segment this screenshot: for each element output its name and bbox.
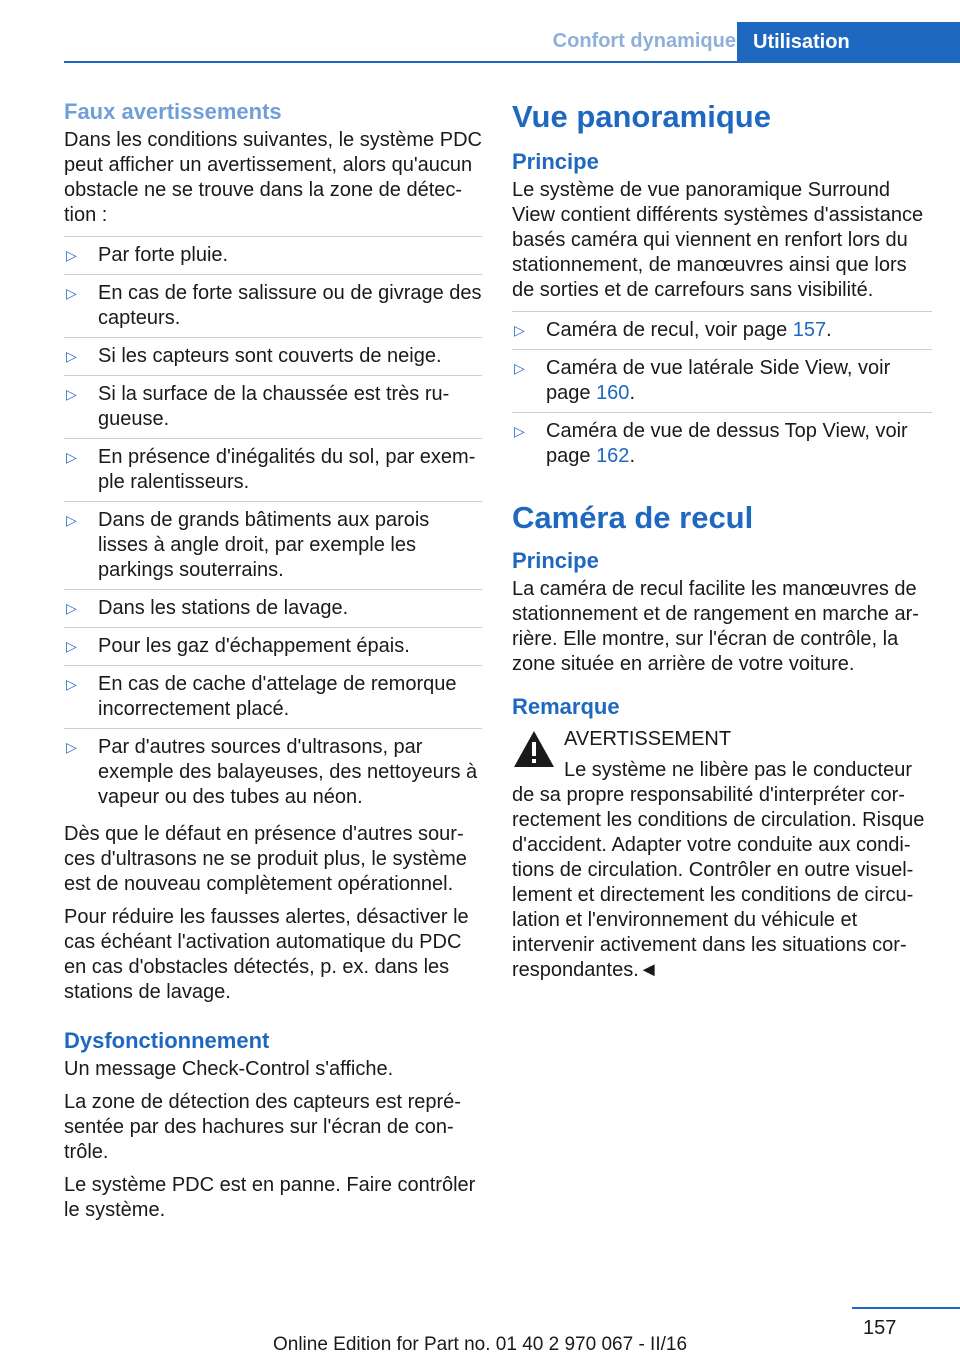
warning-label: AVERTISSEMENT: [564, 728, 732, 750]
triangle-bullet-icon: ▷: [66, 638, 77, 654]
page-reference-link[interactable]: 157: [792, 319, 827, 341]
heading-camera-de-recul: Caméra de recul: [512, 500, 754, 535]
heading-remarque: Remarque: [512, 694, 620, 719]
header-tab-utilisation: Utilisation: [737, 22, 960, 62]
faux-list-item: [64, 274, 482, 337]
page-reference-link[interactable]: 160: [596, 382, 630, 404]
cam-paragraph-1: La caméra de recul facilite les manœuvres de stationnement et de rangement en marche ar‐ rière. Elle montre, sur l'écran de contrôle, la zone située en arrière de votre voiture.: [512, 578, 919, 675]
vue-list-item-text: Caméra de vue latérale Side View, voir page: [546, 357, 891, 404]
heading-faux-avertissements: Faux avertissements: [64, 99, 282, 124]
triangle-bullet-icon: ▷: [514, 322, 525, 338]
vue-paragraph-1: Le système de vue panoramique Surround View contient différents systèmes d'assistance basés caméra qui viennent en renfort lors du stationnement, de manœuvres ainsi que lors de sorties et de carrefours sans visibilité.: [512, 179, 924, 301]
vue-list-item: [512, 349, 932, 412]
faux-list: [64, 236, 482, 816]
triangle-bullet-icon: ▷: [66, 676, 77, 692]
dys-paragraph-1: Un message Check-Control s'affiche.: [64, 1058, 394, 1080]
warning-text: Le système ne libère pas le conducteur de sa propre responsabilité d'interpréter cor‐ rectement les conditions de circulation. Risque d'accident. Adapter votre conduite aux condi‐ tions de circulation. Contrôler en outre visuel‐ lement et directement les conditions de circu‐ lation et l'environnement du véhicule et intervenir activement dans les situations cor‐ respondantes.◄: [512, 759, 925, 981]
faux-list-item-text: Pour les gaz d'échappement épais.: [98, 635, 410, 657]
faux-intro: Dans les conditions suivantes, le système PDC peut afficher un avertissement, alors qu'aucun obstacle ne se trouve dans la zone de détec‐ tion :: [64, 129, 482, 226]
vue-list-item: [512, 311, 932, 349]
header-rule: [64, 61, 960, 63]
faux-list-item-text: En présence d'inégalités du sol, par exem‐ ple ralentisseurs.: [98, 446, 476, 493]
vue-list-item-suffix: .: [826, 319, 832, 341]
faux-list-item-text: Dans de grands bâtiments aux parois lisses à angle droit, par exemple les parkings souterrains.: [98, 509, 430, 581]
vue-list-item-suffix: .: [629, 445, 635, 467]
triangle-bullet-icon: ▷: [66, 386, 77, 402]
page-number: 157: [863, 1317, 897, 1339]
faux-list-item-text: Par forte pluie.: [98, 244, 229, 266]
faux-list-item: [64, 728, 482, 816]
triangle-bullet-icon: ▷: [514, 360, 525, 376]
faux-list-item-text: Si les capteurs sont couverts de neige.: [98, 345, 442, 367]
faux-list-item: [64, 627, 482, 665]
faux-list-item-text: En cas de cache d'attelage de remorque incorrectement placé.: [98, 673, 457, 720]
faux-list-item: [64, 589, 482, 627]
heading-vue-panoramique: Vue panoramique: [512, 99, 771, 134]
faux-paragraph-3: Pour réduire les fausses alertes, désactiver le cas échéant l'activation automatique du PDC en cas d'obstacles détectés, p. ex. dans les stations de lavage.: [64, 906, 469, 1003]
right-column: [512, 98, 932, 991]
dys-paragraph-2: La zone de détection des capteurs est repré‐ sentée par des hachures sur l'écran de con‐ trôle.: [64, 1091, 461, 1163]
faux-list-item-text: Si la surface de la chaussée est très ru‐ gueuse.: [98, 383, 450, 430]
vue-list-item-suffix: .: [629, 382, 635, 404]
vue-list-item: [512, 412, 932, 475]
left-column: [64, 98, 482, 1231]
page-number-rule: [852, 1307, 960, 1309]
triangle-bullet-icon: ▷: [66, 348, 77, 364]
faux-list-item: [64, 236, 482, 274]
faux-list-item: [64, 501, 482, 589]
warning-triangle-icon: [512, 729, 556, 769]
vue-list-item-text: Caméra de recul, voir page: [546, 319, 793, 341]
faux-list-item-text: Par d'autres sources d'ultrasons, par exemple des balayeuses, des nettoyeurs à vapeur ou des tubes au néon.: [98, 736, 478, 808]
heading-cam-principe: Principe: [512, 548, 599, 573]
faux-list-item-text: Dans les stations de lavage.: [98, 597, 349, 619]
heading-vue-principe: Principe: [512, 149, 599, 174]
faux-list-item: [64, 337, 482, 375]
faux-list-item: [64, 438, 482, 501]
vue-list-item-text: Caméra de vue de dessus Top View, voir page: [546, 420, 908, 467]
triangle-bullet-icon: ▷: [66, 739, 77, 755]
vue-list: [512, 311, 932, 475]
page-reference-link[interactable]: 162: [596, 445, 630, 467]
triangle-bullet-icon: ▷: [66, 600, 77, 616]
triangle-bullet-icon: ▷: [514, 423, 525, 439]
triangle-bullet-icon: ▷: [66, 449, 77, 465]
warning-block: [512, 727, 932, 752]
dys-paragraph-3: Le système PDC est en panne. Faire contrôler le système.: [64, 1174, 476, 1221]
faux-list-item: [64, 375, 482, 438]
faux-list-item: [64, 665, 482, 728]
faux-list-item-text: En cas de forte salissure ou de givrage des capteurs.: [98, 282, 482, 329]
triangle-bullet-icon: ▷: [66, 512, 77, 528]
triangle-bullet-icon: ▷: [66, 285, 77, 301]
footer-edition: Online Edition for Part no. 01 40 2 970 067 - II/16: [272, 1334, 688, 1355]
header-section-label: Confort dynamique: [552, 30, 736, 52]
page-header: [0, 0, 960, 62]
heading-dysfonctionnement: Dysfonctionnement: [64, 1028, 270, 1053]
faux-paragraph-2: Dès que le défaut en présence d'autres sour‐ ces d'ultrasons ne se produit plus, le système est de nouveau complètement opérationnel.: [64, 823, 467, 895]
triangle-bullet-icon: ▷: [66, 247, 77, 263]
